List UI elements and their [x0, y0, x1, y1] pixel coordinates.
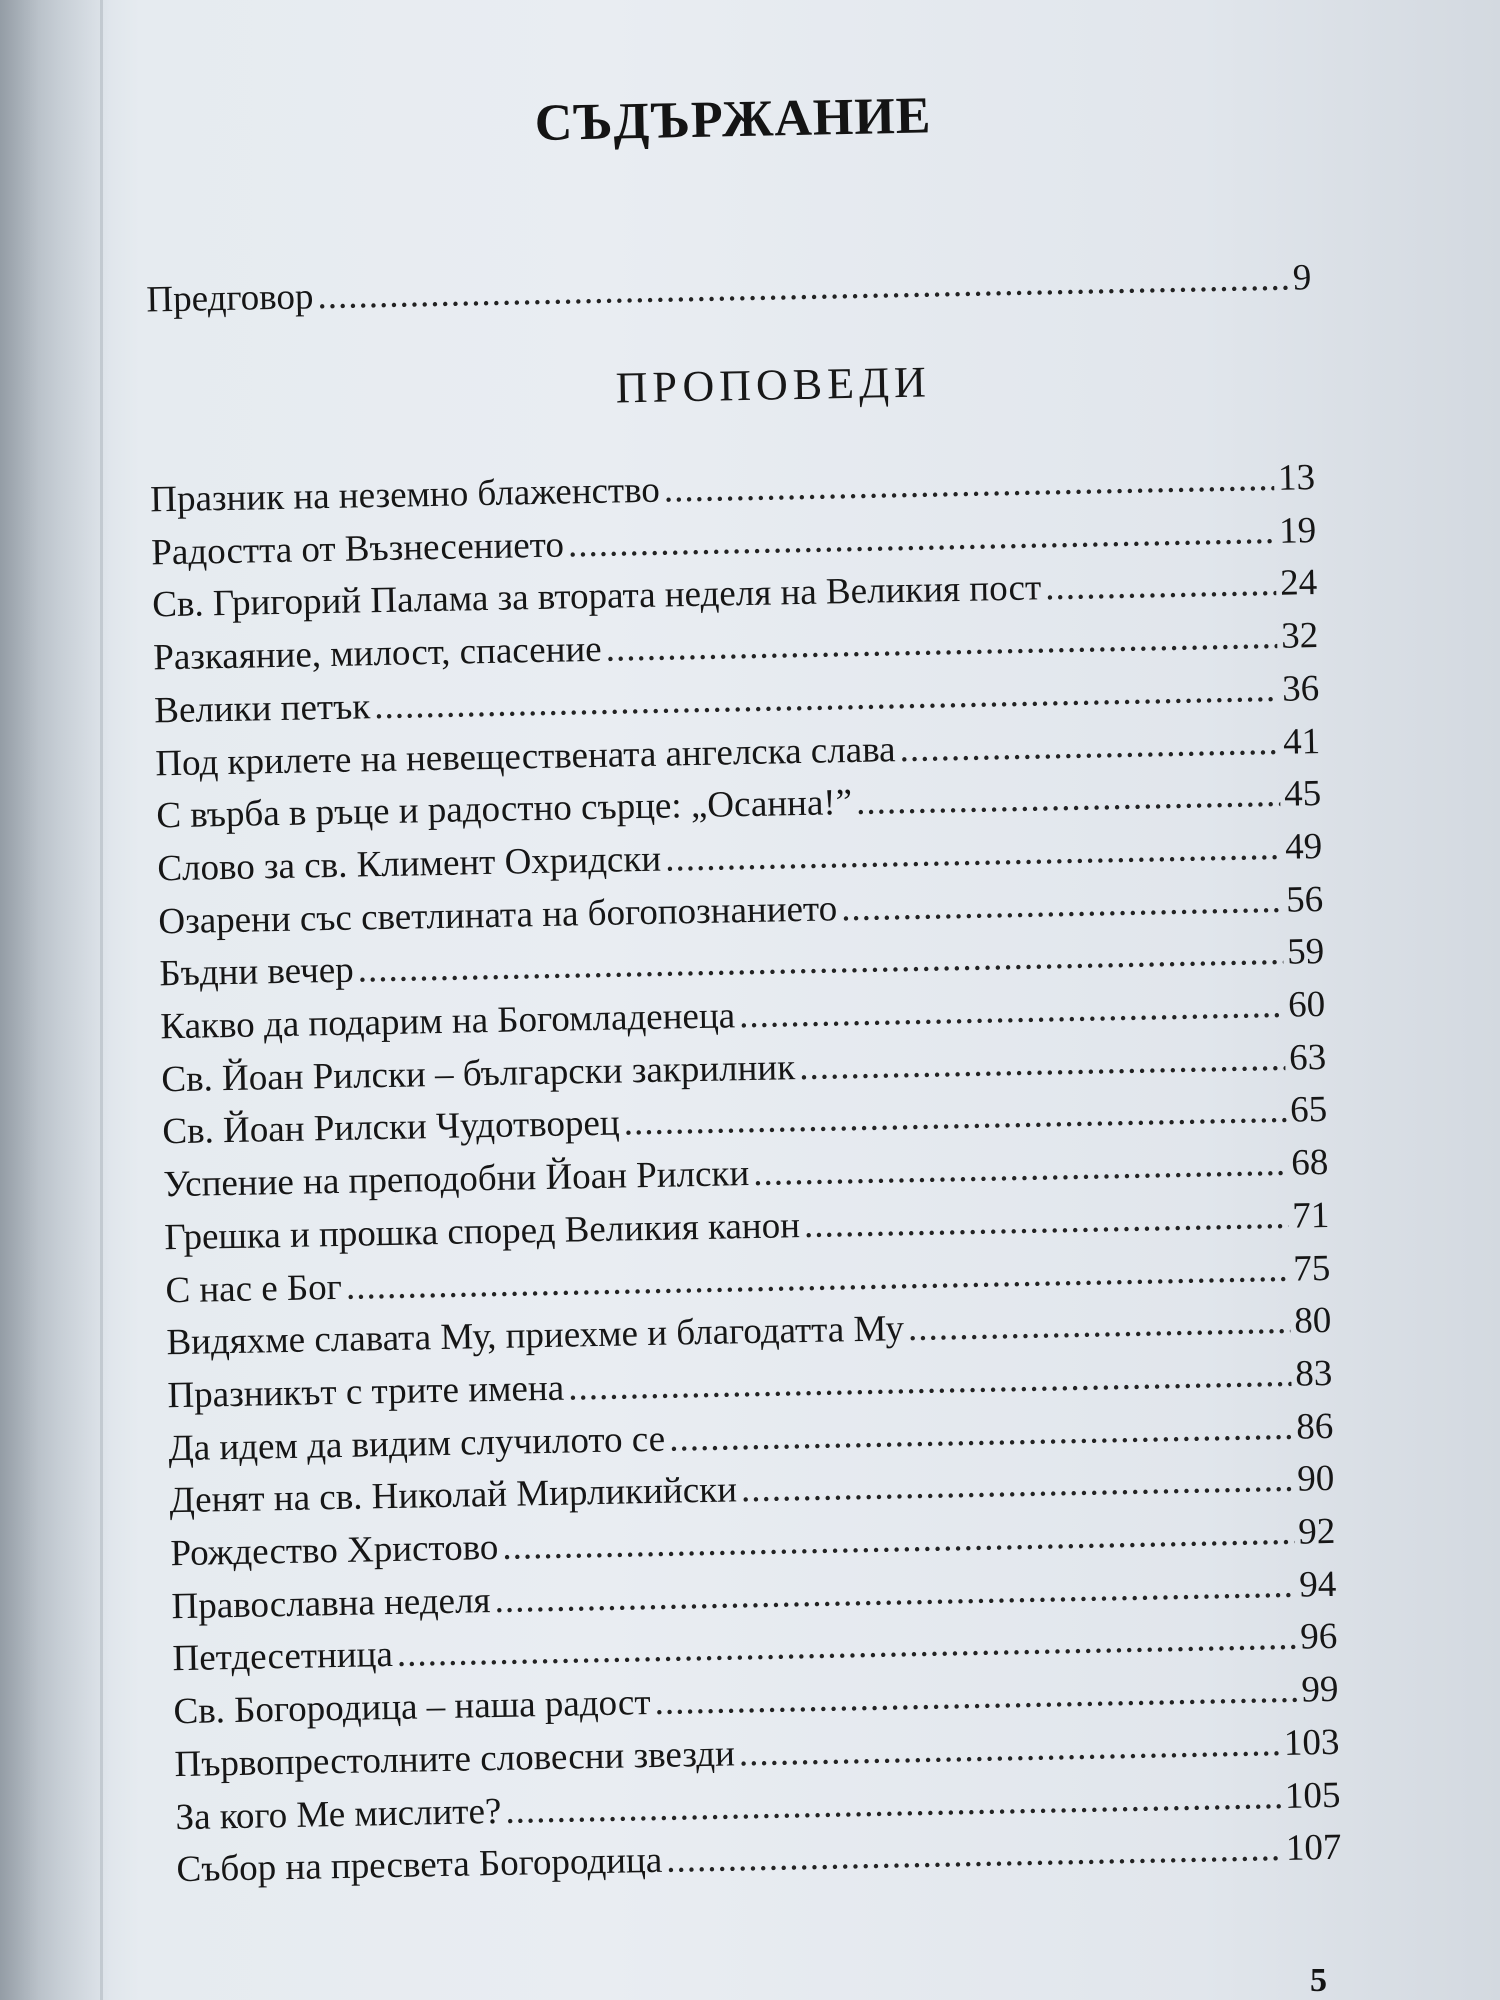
toc-entry-title: Празникът с трите имена: [167, 1367, 565, 1417]
toc-entry-title: Петдесетница: [172, 1634, 394, 1680]
toc-page-number: 49: [1284, 825, 1323, 868]
toc-page-number: 86: [1295, 1405, 1334, 1448]
page-title: СЪДЪРЖАНИЕ: [534, 87, 932, 152]
toc-leader-dots: [666, 1830, 1282, 1879]
toc-entry-row: [172, 1616, 1338, 1680]
toc-leader-dots: [908, 1303, 1291, 1347]
toc-entry-title: Рождество Христово: [170, 1526, 499, 1575]
toc-entry-title: Слово за св. Климент Охридски: [156, 838, 662, 890]
toc-page-number: 68: [1290, 1142, 1329, 1184]
toc-entry-row: [162, 1089, 1328, 1153]
toc-page-number: 90: [1296, 1458, 1335, 1500]
toc-leader-dots: [374, 671, 1279, 725]
toc-entry-title: Успение на преподобни Йоан Рилски: [163, 1153, 750, 1206]
toc-entry-title: Грешка и прошка според Великия канон: [164, 1204, 801, 1259]
toc-page-number: 9: [1292, 257, 1312, 299]
toc-page-number: 83: [1294, 1352, 1333, 1395]
toc-entry-row: [161, 1036, 1327, 1100]
toc-leader-dots: [345, 1250, 1289, 1305]
toc-page-number: 75: [1292, 1247, 1331, 1290]
toc-page-number: 45: [1283, 773, 1322, 815]
toc-leader-dots: [654, 1672, 1297, 1721]
toc-entry-row: [154, 720, 1321, 784]
toc-leader-dots: [317, 260, 1289, 316]
toc-page-number: 24: [1279, 562, 1318, 605]
toc-leader-dots: [799, 1039, 1286, 1085]
toc-leader-dots: [669, 1408, 1293, 1457]
toc-entry-title: Св. Йоан Рилски – български закрилник: [161, 1046, 796, 1100]
toc-entry-row: [150, 509, 1317, 574]
toc-leader-dots: [738, 1725, 1280, 1772]
toc-leader-dots: [665, 829, 1282, 878]
toc-page-number: 65: [1289, 1089, 1328, 1132]
toc-leader-dots: [899, 723, 1279, 767]
toc-entry-title: Св. Йоан Рилски Чудотворец: [162, 1102, 621, 1153]
toc-page-number: 71: [1291, 1194, 1330, 1237]
toc-leader-dots: [502, 1514, 1295, 1566]
toc-entry-row: [153, 667, 1320, 732]
toc-entry-row: [165, 1247, 1331, 1311]
toc-page-number: 96: [1299, 1616, 1338, 1658]
toc-entry-title: Предговор: [146, 276, 314, 321]
toc-entry-title: Радостта от Възнесението: [150, 524, 565, 574]
toc-page-number: 105: [1284, 1774, 1341, 1817]
toc-entry-row: [164, 1194, 1330, 1259]
toc-entry-title: С върба в ръце и радостно сърце: „Осанна!”: [155, 782, 853, 837]
toc-entry-title: Православна неделя: [171, 1579, 491, 1627]
toc-entry-row: [174, 1721, 1340, 1785]
toc-leader-dots: [568, 1356, 1292, 1407]
toc-page-number: 92: [1297, 1510, 1336, 1553]
toc-leader-dots: [1045, 565, 1277, 606]
toc-entry-row: [166, 1300, 1332, 1364]
toc-entry-row: [175, 1774, 1341, 1838]
toc-entry-row: [170, 1510, 1336, 1575]
toc-page-number: 32: [1280, 615, 1319, 657]
toc-preface-row: [146, 257, 1312, 321]
toc-entry-row: [152, 615, 1319, 679]
toc-entry-title: Св. Богородица – наша радост: [173, 1682, 651, 1733]
toc-entry-title: Разкаяние, милост, спасение: [152, 628, 603, 679]
toc-page-number: 13: [1277, 457, 1316, 499]
toc-entry-row: [169, 1458, 1335, 1522]
toc-leader-dots: [741, 1461, 1294, 1509]
toc-leader-dots: [804, 1198, 1289, 1244]
toc-page-number: 94: [1298, 1563, 1337, 1606]
toc-entry-row: [167, 1352, 1333, 1417]
toc-page-number: 41: [1282, 720, 1321, 763]
toc-entry-title: Велики петък: [153, 686, 371, 732]
toc-entry-title: Св. Григорий Палама за втората неделя на Великия пост: [151, 567, 1042, 626]
toc-page-number: 103: [1283, 1721, 1340, 1764]
toc-entry-title: Да идем да видим случилото се: [168, 1418, 666, 1469]
toc-page-number: 36: [1281, 667, 1320, 710]
page-number: 5: [1310, 1962, 1327, 1999]
toc-entry-title: Под крилете на невеществената ангелска слава: [154, 728, 896, 784]
toc-entry-row: [159, 931, 1325, 995]
toc-page-number: 59: [1286, 931, 1325, 973]
toc-leader-dots: [494, 1566, 1296, 1618]
toc-entry-row: [156, 825, 1323, 890]
toc-leader-dots: [663, 460, 1274, 509]
toc-entry-title: Какво да подарим на Богомладенеца: [160, 995, 736, 1048]
toc-page-number: 60: [1287, 983, 1326, 1026]
toc-page-number: 19: [1278, 509, 1317, 552]
toc-page-number: 63: [1288, 1036, 1327, 1079]
toc-leader-dots: [623, 1092, 1286, 1142]
toc-entry-title: Първопрестолните словесни звезди: [174, 1733, 736, 1785]
toc-entry-title: Денят на св. Николай Мирликийски: [169, 1469, 738, 1522]
toc-entry-title: Видяхме славата Му, приехме и благодатта Му: [166, 1308, 905, 1364]
toc-leader-dots: [357, 934, 1283, 989]
toc-entry-title: Бъдни вечер: [159, 949, 355, 995]
toc-entry-title: С нас е Бог: [165, 1266, 343, 1311]
toc-entry-row: [157, 878, 1324, 942]
toc-entry-row: [149, 457, 1316, 521]
toc-entry-row: [173, 1668, 1339, 1733]
toc-entry-row: [168, 1405, 1334, 1469]
toc-entry-row: [151, 562, 1318, 626]
toc-entry-row: [160, 983, 1326, 1048]
toc-entry-title: Събор на пресвета Богородица: [176, 1840, 663, 1891]
toc-entry-title: За кого Ме мислите?: [175, 1790, 502, 1838]
toc-leader-dots: [739, 987, 1285, 1034]
toc-leader-dots: [753, 1145, 1288, 1192]
section-title: ПРОПОВЕДИ: [615, 357, 932, 413]
toc-leader-dots: [841, 881, 1283, 926]
toc-entry-title: Празник на неземно блаженство: [149, 469, 661, 521]
toc-leader-dots: [568, 513, 1276, 564]
toc-entry-row: [176, 1826, 1342, 1891]
toc-leader-dots: [396, 1619, 1296, 1673]
toc-entry-row: [163, 1142, 1329, 1206]
toc-leader-dots: [505, 1777, 1281, 1829]
toc-page-number: 80: [1293, 1300, 1332, 1342]
toc-entry-row: [171, 1563, 1337, 1627]
toc-entry-row: [155, 773, 1322, 837]
toc-entry-title: Озарени със светлината на богопознанието: [157, 887, 838, 942]
toc-page-number: 56: [1285, 878, 1324, 921]
toc-page-number: 107: [1285, 1826, 1342, 1870]
toc-leader-dots: [856, 776, 1281, 821]
toc-page-number: 99: [1300, 1668, 1339, 1711]
toc-leader-dots: [605, 618, 1277, 668]
